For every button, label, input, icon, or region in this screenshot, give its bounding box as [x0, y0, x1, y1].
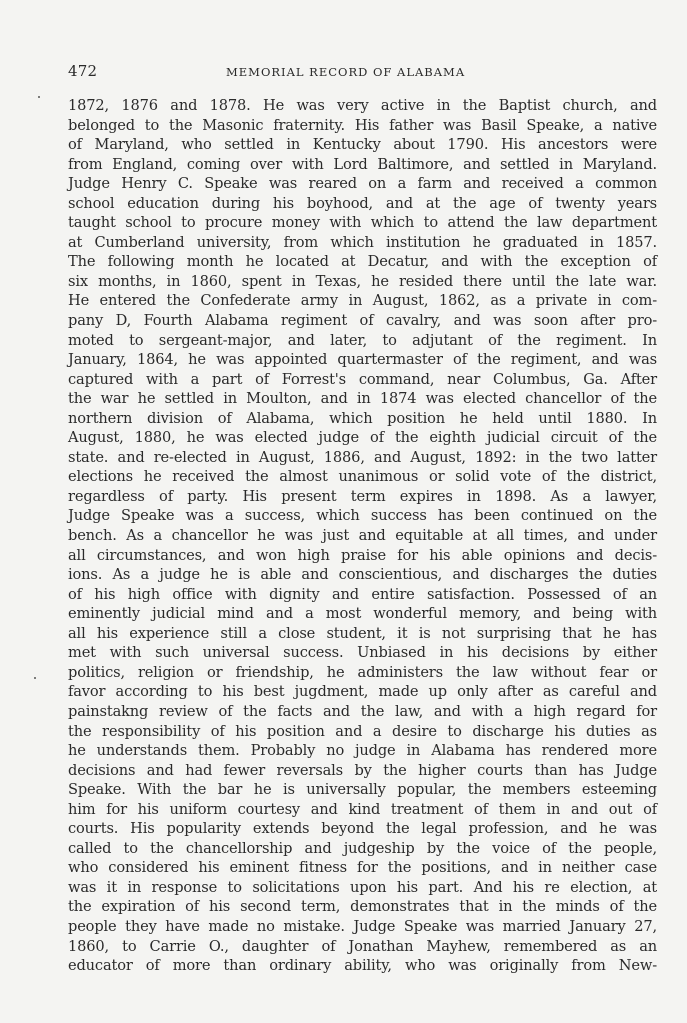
text-line: belonged to the Masonic fraternity. His father was Basil Speake, a native: [68, 116, 657, 134]
scan-speck: [38, 96, 40, 98]
text-line: favor according to his best jugdment, made up only after as careful and: [68, 683, 657, 701]
text-line: taught school to procure money with which to attend the law department: [68, 214, 657, 232]
text-line: regardless of party. His present term expires in 1898. As a lawyer,: [68, 487, 657, 505]
text-line: the war he settled in Moulton, and in 1874 was elected chancellor of the: [68, 390, 657, 408]
text-line: decisions and had fewer reversals by the higher courts than has Judge: [68, 761, 657, 779]
running-head: MEMORIAL RECORD OF ALABAMA: [226, 65, 466, 79]
text-line: all his experience still a close student, it is not surprising that he has: [68, 624, 657, 642]
text-line: the responsibility of his position and a desire to discharge his duties as: [68, 722, 657, 740]
text-line: The following month he located at Decatur, and with the exception of: [68, 253, 657, 271]
body-text: [68, 96, 657, 976]
text-line: ions. As a judge he is able and conscientious, and discharges the duties: [68, 566, 657, 584]
text-line: eminently judicial mind and a most wonderful memory, and being with: [68, 605, 657, 623]
text-line: all circumstances, and won high praise for his able opinions and decis-: [68, 546, 657, 564]
text-line: August, 1880, he was elected judge of the eighth judicial circuit of the: [68, 429, 657, 447]
text-line: Speake. With the bar he is universally popular, the members esteeming: [68, 781, 657, 799]
page-number: 472: [68, 62, 98, 80]
text-line: captured with a part of Forrest's command, near Columbus, Ga. After: [68, 370, 657, 388]
text-line: He entered the Confederate army in August, 1862, as a private in com-: [68, 292, 657, 310]
text-line: courts. His popularity extends beyond the legal profession, and he was: [68, 820, 657, 838]
text-line: of his high office with dignity and entire satisfaction. Possessed of an: [68, 585, 657, 603]
text-line: moted to sergeant-major, and later, to adjutant of the regiment. In: [68, 331, 657, 349]
text-line: Judge Henry C. Speake was reared on a farm and received a common: [68, 175, 657, 193]
text-line: 1872, 1876 and 1878. He was very active in the Baptist church, and: [68, 97, 657, 114]
text-line: northern division of Alabama, which position he held until 1880. In: [68, 409, 657, 427]
text-line: pany D, Fourth Alabama regiment of cavalry, and was soon after pro-: [68, 312, 657, 330]
text-line: him for his uniform courtesy and kind treatment of them in and out of: [68, 800, 657, 818]
text-line: school education during his boyhood, and at the age of twenty years: [68, 194, 657, 212]
text-line: 1860, to Carrie O., daughter of Jonathan Mayhew, remembered as an: [68, 937, 657, 955]
text-line: painstakng review of the facts and the law, and with a high regard for: [68, 702, 657, 720]
text-line: at Cumberland university, from which institution he graduated in 1857.: [68, 233, 657, 251]
scan-speck: [34, 677, 36, 679]
text-line: bench. As a chancellor he was just and equitable at all times, and under: [68, 527, 657, 545]
text-line: elections he received the almost unanimous or solid vote of the district,: [68, 468, 657, 486]
text-line: Judge Speake was a success, which success has been continued on the: [68, 507, 657, 525]
text-line: the expiration of his second term, demonstrates that in the minds of the: [68, 898, 657, 916]
text-line: people they have made no mistake. Judge Speake was married January 27,: [68, 917, 657, 935]
text-line: of Maryland, who settled in Kentucky about 1790. His ancestors were: [68, 136, 657, 154]
text-line: state. and re-elected in August, 1886, and August, 1892: in the two latter: [68, 448, 657, 466]
text-line: politics, religion or friendship, he administers the law without fear or: [68, 663, 657, 681]
text-line: was it in response to solicitations upon his part. And his re election, at: [68, 878, 657, 896]
text-line: he understands them. Probably no judge in Alabama has rendered more: [68, 742, 657, 760]
text-line: called to the chancellorship and judgeship by the voice of the people,: [68, 839, 657, 857]
text-line: who considered his eminent fitness for the positions, and in neither case: [68, 859, 657, 877]
text-line: educator of more than ordinary ability, who was originally from New-: [68, 957, 657, 975]
text-line: six months, in 1860, spent in Texas, he resided there until the late war.: [68, 272, 657, 290]
text-line: met with such universal success. Unbiased in his decisions by either: [68, 644, 657, 662]
text-line: January, 1864, he was appointed quartermaster of the regiment, and was: [68, 351, 657, 369]
text-line: from England, coming over with Lord Baltimore, and settled in Maryland.: [68, 155, 657, 173]
